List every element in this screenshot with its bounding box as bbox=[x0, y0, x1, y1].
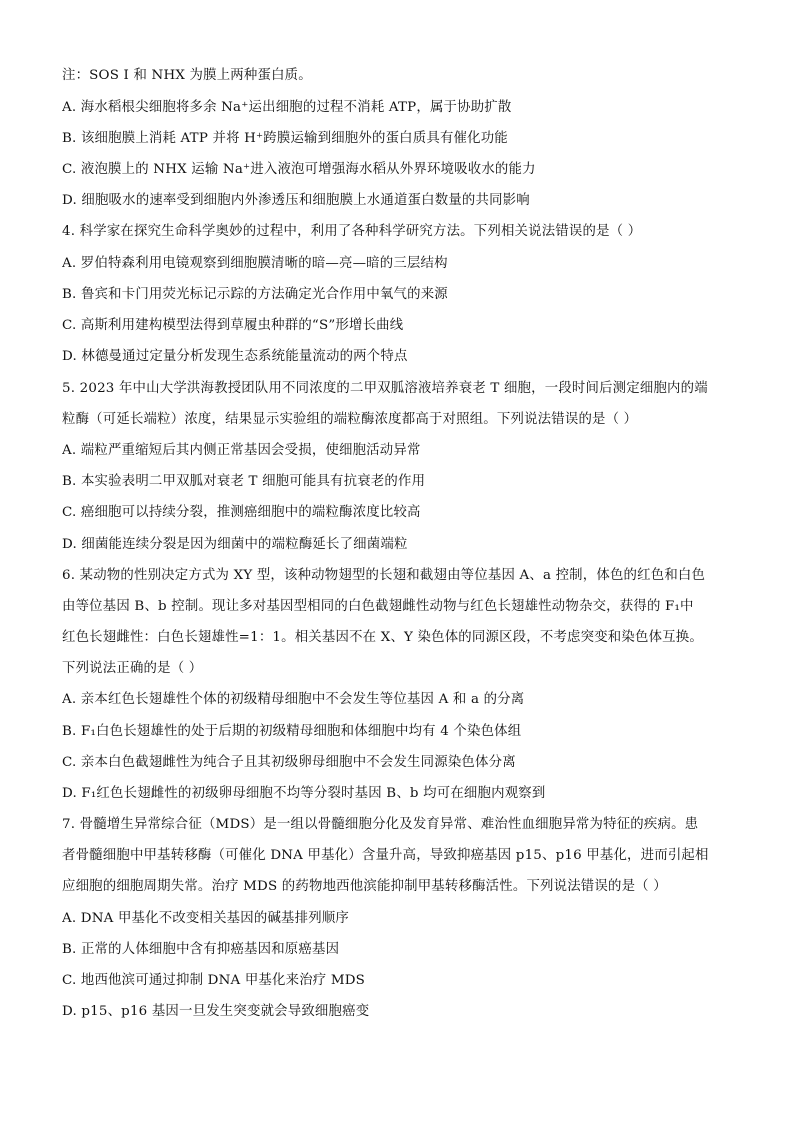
q4-option-b: B. 鲁宾和卡门用荧光标记示踪的方法确定光合作用中氧气的来源 bbox=[62, 287, 448, 302]
q5-option-d: D. 细菌能连续分裂是因为细菌中的端粒酶延长了细菌端粒 bbox=[62, 537, 408, 552]
q3-option-a: A. 海水稻根尖细胞将多余 Na⁺运出细胞的过程不消耗 ATP，属于协助扩散 bbox=[62, 100, 512, 115]
q3-option-d: D. 细胞吸水的速率受到细胞内外渗透压和细胞膜上水通道蛋白数量的共同影响 bbox=[62, 193, 530, 208]
q7-option-a: A. DNA 甲基化不改变相关基因的碱基排列顺序 bbox=[62, 911, 350, 926]
q5-option-a: A. 端粒严重缩短后其内侧正常基因会受损，使细胞活动异常 bbox=[62, 443, 421, 458]
q4-stem: 4. 科学家在探究生命科学奥妙的过程中，利用了各种科学研究方法。下列相关说法错误的是（ ） bbox=[62, 224, 642, 239]
q7-stem-line-1: 7. 骨髓增生异常综合征（MDS）是一组以骨髓细胞分化及发育异常、难治性血细胞异常为特征的疾病。患 bbox=[62, 817, 699, 832]
q5-option-c: C. 癌细胞可以持续分裂，推测癌细胞中的端粒酶浓度比较高 bbox=[62, 505, 421, 520]
q7-option-b: B. 正常的人体细胞中含有抑癌基因和原癌基因 bbox=[62, 942, 340, 957]
q7-option-d: D. p15、p16 基因一旦发生突变就会导致细胞癌变 bbox=[62, 1004, 370, 1019]
q7-stem-line-2: 者骨髓细胞中甲基转移酶（可催化 DNA 甲基化）含量升高，导致抑癌基因 p15、p16 甲基化，进而引起相 bbox=[62, 848, 709, 863]
q5-stem-line-1: 5. 2023 年中山大学洪海教授团队用不同浓度的二甲双胍溶液培养衰老 T 细胞，一段时间后测定细胞内的端 bbox=[62, 381, 708, 396]
q6-option-a: A. 亲本红色长翅雄性个体的初级精母细胞中不会发生等位基因 A 和 a 的分离 bbox=[62, 692, 525, 707]
q6-stem-line-1: 6. 某动物的性别决定方式为 XY 型，该种动物翅型的长翅和截翅由等位基因 A、a 控制，体色的红色和白色 bbox=[62, 568, 706, 583]
q3-option-b: B. 该细胞膜上消耗 ATP 并将 H⁺跨膜运输到细胞外的蛋白质具有催化功能 bbox=[62, 131, 508, 146]
q7-option-c: C. 地西他滨可通过抑制 DNA 甲基化来治疗 MDS bbox=[62, 973, 366, 988]
q6-stem-line-4: 下列说法正确的是（ ） bbox=[62, 661, 203, 676]
q6-stem-line-2: 由等位基因 B、b 控制。现让多对基因型相同的白色截翅雌性动物与红色长翅雄性动物杂交，获得的 F₁中 bbox=[62, 599, 694, 614]
q6-option-c: C. 亲本白色截翅雌性为纯合子且其初级卵母细胞中不会发生同源染色体分离 bbox=[62, 755, 516, 770]
q6-option-b: B. F₁白色长翅雄性的处于后期的初级精母细胞和体细胞中均有 4 个染色体组 bbox=[62, 724, 522, 739]
q6-stem-line-3: 红色长翅雌性：白色长翅雄性=1：1。相关基因不在 X、Y 染色体的同源区段，不考虑突变和染色体互换。 bbox=[62, 630, 703, 645]
q4-option-c: C. 高斯利用建构模型法得到草履虫种群的“S”形增长曲线 bbox=[62, 318, 404, 333]
q5-option-b: B. 本实验表明二甲双胍对衰老 T 细胞可能具有抗衰老的作用 bbox=[62, 474, 426, 489]
q7-stem-line-3: 应细胞的细胞周期失常。治疗 MDS 的药物地西他滨能抑制甲基转移酶活性。下列说法错误的是（ ） bbox=[62, 879, 667, 894]
q6-option-d: D. F₁红色长翅雌性的初级卵母细胞不均等分裂时基因 B、b 均可在细胞内观察到 bbox=[62, 786, 546, 801]
q4-option-d: D. 林德曼通过定量分析发现生态系统能量流动的两个特点 bbox=[62, 349, 408, 364]
q4-option-a: A. 罗伯特森利用电镜观察到细胞膜清晰的暗—亮—暗的三层结构 bbox=[62, 256, 448, 271]
q3-option-c: C. 液泡膜上的 NHX 运输 Na⁺进入液泡可增强海水稻从外界环境吸收水的能力 bbox=[62, 162, 536, 177]
q5-stem-line-2: 粒酶（可延长端粒）浓度，结果显示实验组的端粒酶浓度都高于对照组。下列说法错误的是（ ） bbox=[62, 412, 638, 427]
note-line: 注：SOS I 和 NHX 为膜上两种蛋白质。 bbox=[62, 68, 312, 83]
